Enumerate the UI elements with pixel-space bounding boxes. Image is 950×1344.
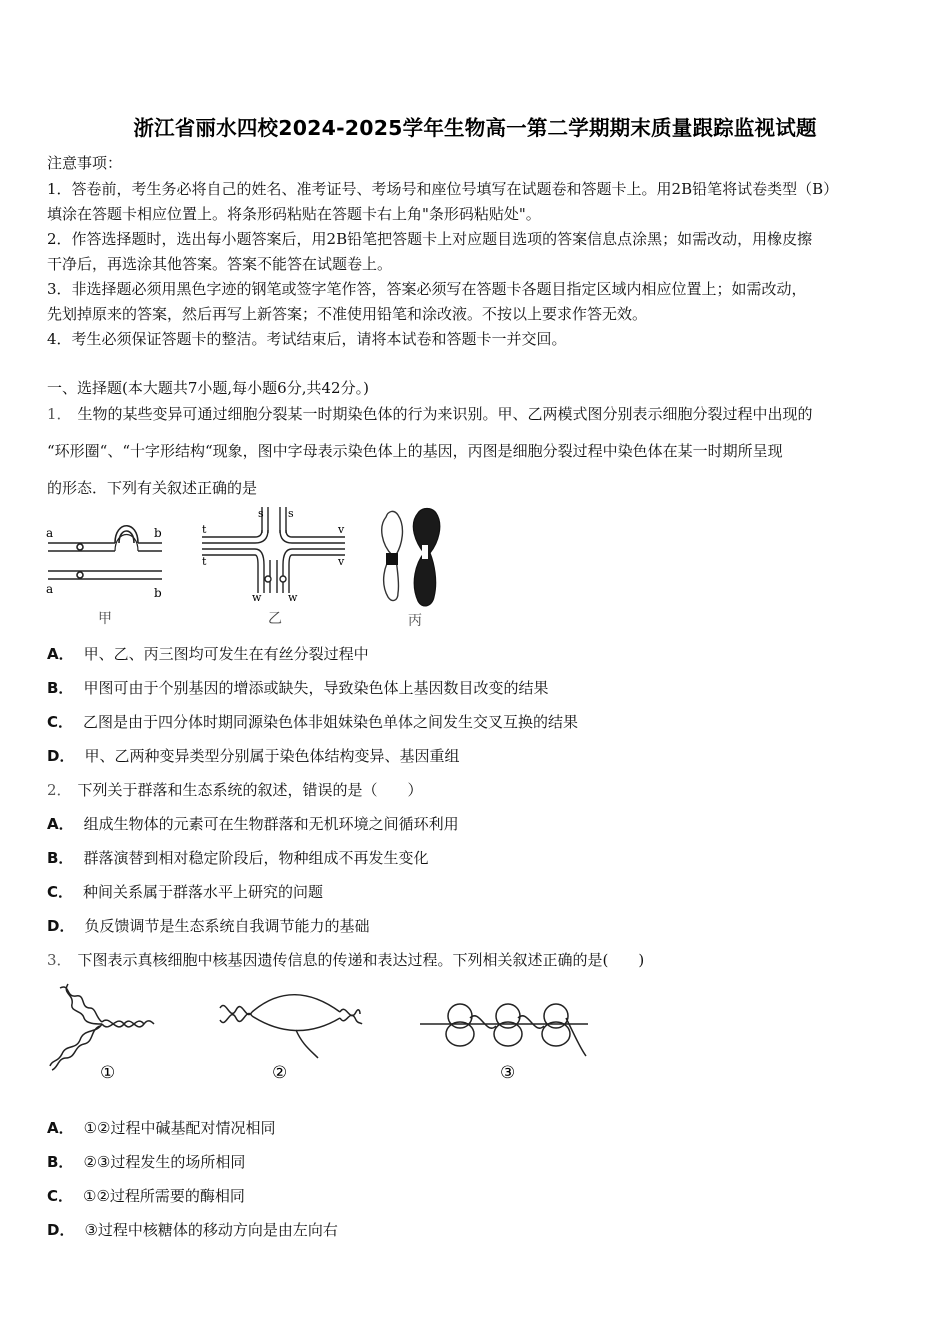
- q1-number: 1．: [47, 405, 72, 423]
- notice-line: 1．答卷前，考生务必将自己的姓名、准考证号、考场号和座位号填写在试题卷和答题卡上。用2B铅笔将试卷类型（B）: [47, 180, 839, 198]
- q1-option-b[interactable]: [47, 677, 548, 698]
- q2-option-c[interactable]: [47, 881, 323, 902]
- option-letter: D．: [47, 917, 75, 935]
- q3-option-d[interactable]: [47, 1219, 338, 1240]
- option-text: 负反馈调节是生态系统自我调节能力的基础: [84, 917, 370, 935]
- option-text: 甲、乙、丙三图均可发生在有丝分裂过程中: [83, 645, 369, 663]
- notice-heading: 注意事项：: [47, 154, 123, 172]
- q1-option-d[interactable]: [47, 745, 459, 766]
- figure-label-jia: 甲: [98, 611, 112, 627]
- gene-label: s: [288, 507, 294, 520]
- notice-line: 2．作答选择题时，选出每小题答案后，用2B铅笔把答题卡上对应题目选项的答案信息点涂黑；如需改动，用橡皮擦: [47, 230, 813, 248]
- gene-label: t: [202, 523, 207, 536]
- q1-stem-text: 生物的某些变异可通过细胞分裂某一时期染色体的行为来识别。甲、乙两模式图分别表示细胞分裂过程中出现的: [77, 405, 813, 423]
- option-letter: A．: [47, 815, 74, 833]
- notice-line: 干净后，再选涂其他答案。答案不能答在试题卷上。: [47, 255, 393, 273]
- figure-label-2: ②: [272, 1063, 288, 1083]
- figure-label-yi: 乙: [268, 611, 282, 627]
- section-heading: 一、选择题(本大题共7小题,每小题6分,共42分。): [47, 379, 369, 397]
- figure-jia: [48, 526, 162, 579]
- q1-stem-line: [47, 403, 813, 424]
- q2-option-b[interactable]: [47, 847, 428, 868]
- figure-label-bing: 丙: [408, 613, 422, 629]
- option-text: ①②过程中碱基配对情况相同: [83, 1119, 276, 1137]
- gene-label: a: [46, 526, 54, 540]
- q1-stem-line: 的形态．下列有关叙述正确的是: [47, 479, 258, 497]
- q3-option-a[interactable]: [47, 1117, 276, 1138]
- notice-line: 3．非选择题必须用黑色字迹的钢笔或签字笔作答，答案必须写在答题卡各题目指定区域内相应位置上；如需改动，: [47, 280, 807, 298]
- q2-stem-text: 下列关于群落和生态系统的叙述，错误的是（ ）: [77, 781, 423, 799]
- option-letter: B．: [47, 849, 74, 867]
- page-title: 浙江省丽水四校2024-2025学年生物高一第二学期期末质量跟踪监视试题: [133, 116, 817, 140]
- figure-translation: [420, 1004, 588, 1056]
- gene-label: t: [202, 555, 207, 568]
- option-text: ③过程中核糖体的移动方向是由左向右: [84, 1221, 338, 1239]
- figure-replication: [50, 984, 154, 1070]
- q1-option-c[interactable]: [47, 711, 578, 732]
- option-letter: B．: [47, 679, 74, 697]
- option-text: ②③过程发生的场所相同: [83, 1153, 246, 1171]
- option-text: 组成生物体的元素可在生物群落和无机环境之间循环利用: [83, 815, 459, 833]
- q3-stem-line: [47, 949, 644, 970]
- gene-label: b: [154, 586, 162, 600]
- q3-number: 3．: [47, 951, 72, 969]
- gene-label: s: [258, 507, 264, 520]
- q2-option-d[interactable]: [47, 915, 369, 936]
- q1-stem-line: “环形圈“、“十字形结构“现象，图中字母表示染色体上的基因，丙图是细胞分裂过程中染色体在某一时期所呈现: [47, 442, 783, 460]
- q1-figure: [40, 505, 460, 635]
- q3-option-b[interactable]: [47, 1151, 245, 1172]
- option-letter: C．: [47, 1187, 74, 1205]
- q3-option-c[interactable]: [47, 1185, 245, 1206]
- option-letter: B．: [47, 1153, 74, 1171]
- q2-option-a[interactable]: [47, 813, 459, 834]
- gene-label: a: [46, 582, 54, 596]
- option-text: 甲图可由于个别基因的增添或缺失，导致染色体上基因数目改变的结果: [83, 679, 549, 697]
- option-letter: D．: [47, 747, 75, 765]
- figure-yi: [202, 507, 345, 593]
- figure-transcription: [220, 995, 362, 1058]
- notice-line: 先划掉原来的答案，然后再写上新答案；不准使用铅笔和涂改液。不按以上要求作答无效。: [47, 305, 648, 323]
- figure-label-1: ①: [100, 1063, 116, 1083]
- q2-number: 2．: [47, 781, 72, 799]
- q2-stem-line: [47, 779, 423, 800]
- option-text: 乙图是由于四分体时期同源染色体非姐妹染色单体之间发生交叉互换的结果: [83, 713, 579, 731]
- gene-label: v: [338, 523, 345, 536]
- gene-label: b: [154, 526, 162, 540]
- gene-label: w: [288, 591, 298, 604]
- option-text: 群落演替到相对稳定阶段后，物种组成不再发生变化: [83, 849, 429, 867]
- q3-figure: [40, 978, 600, 1088]
- notice-line: 4．考生必须保证答题卡的整洁。考试结束后，请将本试卷和答题卡一并交回。: [47, 330, 567, 348]
- option-letter: A．: [47, 645, 74, 663]
- option-letter: D．: [47, 1221, 75, 1239]
- gene-label: w: [252, 591, 262, 604]
- gene-label: v: [338, 555, 345, 568]
- figure-bing: [382, 509, 440, 606]
- option-letter: A．: [47, 1119, 74, 1137]
- figure-label-3: ③: [500, 1063, 516, 1083]
- q3-stem-text: 下图表示真核细胞中核基因遗传信息的传递和表达过程。下列相关叙述正确的是( ): [77, 951, 645, 969]
- notice-line: 填涂在答题卡相应位置上。将条形码粘贴在答题卡右上角"条形码粘贴处"。: [47, 205, 541, 223]
- option-text: 种间关系属于群落水平上研究的问题: [83, 883, 324, 901]
- option-text: ①②过程所需要的酶相同: [83, 1187, 245, 1205]
- q1-option-a[interactable]: [47, 643, 369, 664]
- option-letter: C．: [47, 713, 74, 731]
- option-text: 甲、乙两种变异类型分别属于染色体结构变异、基因重组: [84, 747, 460, 765]
- option-letter: C．: [47, 883, 74, 901]
